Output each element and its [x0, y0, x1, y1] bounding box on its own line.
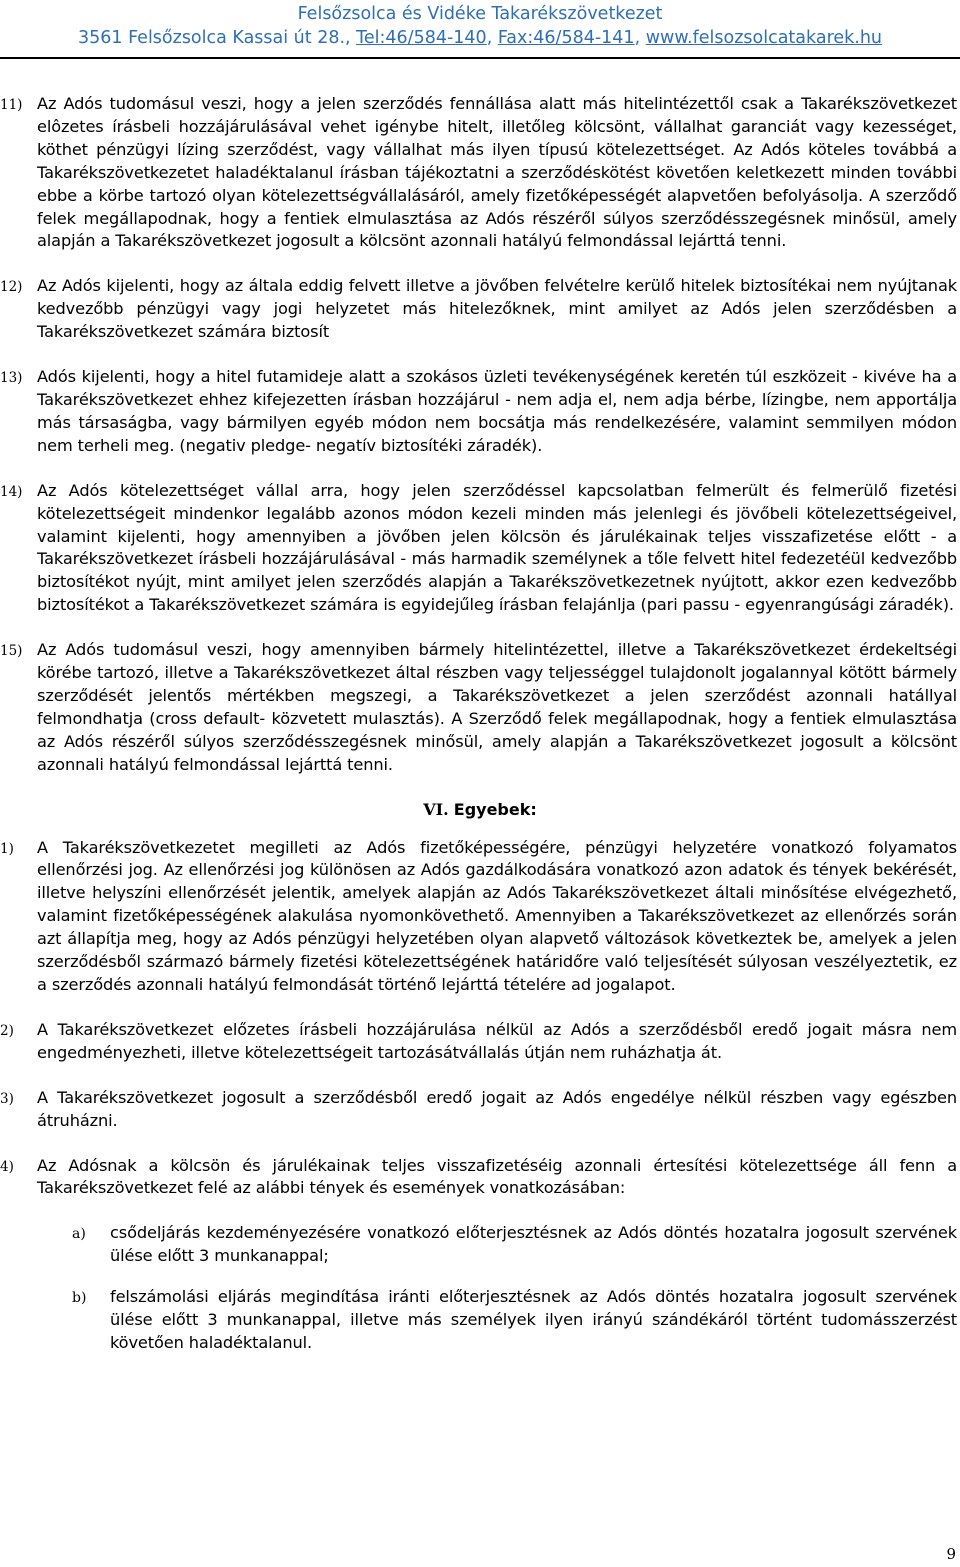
clause-text: Adós kijelenti, hogy a hitel futamideje alatt a szokásos üzleti tevékenységének keretén túl eszközeit - kivéve ha a Takarékszövetkezet ehhez kifejezetten írásban hozzájárul - nem adja el, nem adja bérbe, lízingbe, nem apportálja más társaságba, vagy bármilyen egyéb módon nem bocsátja más rendelkezésére, valamint semmilyen módon nem terheli meg. (negativ pledge- negatív biztosítéki záradék).	[37, 367, 957, 455]
document-body	[0, 93, 960, 1373]
clause-13	[0, 366, 960, 458]
subclause-a	[0, 1222, 960, 1268]
clause-number: 11)	[0, 97, 23, 113]
separator: ,	[634, 28, 646, 48]
section-roman-numeral: VI.	[423, 799, 449, 819]
contact-line	[0, 26, 960, 50]
section-clause-2	[0, 1019, 960, 1065]
clause-number: 12)	[0, 279, 23, 296]
subclause-b	[0, 1286, 960, 1355]
section-clause-4	[0, 1155, 960, 1201]
clause-text: A Takarékszövetkezetet megilleti az Adós fizetőképességére, pénzügyi helyzetére vonatkozó folyamatos ellenőrzési jog. Az ellenőrzési jog különösen az Adós gazdálkodására vonatkozó azon adatok és tények bekérését, illetve helyszíni ellenőrzését jelentik, amelyek alapján az Adós Takarékszövetkezet általi minősítése elvégezhető, valamint fizetőképességének alakulása nyomonkövethető. Amennyiben a Takarékszövetkezet az ellenőrzés során azt állapítja meg, hogy az Adós pénzügyi helyzetében olyan alapvető változások következtek be, amelyek a jelen szerződésből származó bármely fizetési kötelezettségének határidőre való teljesítését súlyosan veszélyeztetik, ez a szerződés azonnali hatályú felmondását történő lejárttá tételére ad jogalapot.	[37, 837, 957, 994]
clause-number: 2)	[0, 1022, 14, 1039]
header-divider	[0, 57, 960, 59]
section-clause-1	[0, 837, 960, 997]
clause-text: Az Adós kötelezettséget vállal arra, hogy jelen szerződéssel kapcsolatban felmerült és felmerülő fizetési kötelezettségeit mindenkor legalább azonos módon kezeli minden más jelenlegi és jövőbeli kötelezettségeivel, valamint kijelenti, hogy amennyiben a jövőben jelen kölcsön és járulékainak teljes visszafizetése előtt - a Takarékszövetkezet írásbeli hozzájárulásával - más harmadik személynek a tőle felvett hitel fedezetéül kedvezőbb biztosítékot nyújt, mint amilyet jelen szerződés alapján a Takarékszövetkezetnek nyújtott, akkor ezen kedvezőbb biztosítékot a Takarékszövetkezet számára is egyidejűleg írásban felajánlja (pari passu - egyenrangúsági záradék).	[37, 480, 957, 615]
clause-number: 1)	[0, 840, 14, 857]
address-text: 3561 Felsőzsolca Kassai út 28.,	[77, 28, 357, 48]
website-link[interactable]: www.felsozsolcatakarek.hu	[645, 28, 883, 48]
clause-text: A Takarékszövetkezet jogosult a szerződésből eredő jogait az Adós engedélye nélkül részben vagy egészben átruházni.	[37, 1087, 957, 1130]
subclause-text: felszámolási eljárás megindítása iránti előterjesztésnek az Adós döntés hozatalra jogosult szervének ülése előtt 3 munkanappal, illetve más személyek ilyen irányú szándékáról történt tudomásszerzést követően haladéktalanul.	[110, 1287, 957, 1352]
fax-link[interactable]: Fax:46/584-141	[497, 28, 635, 48]
clause-text: Az Adós tudomásul veszi, hogy amennyiben bármely hitelintézettel, illetve a Takarékszövetkezet érdekeltségi körébe tartozó, illetve a Takarékszövetkezet által részben vagy teljességgel tulajdonolt jogalannyal kötött bármely szerződését jelentős mértékben megszegi, a Takarékszövetkezet a jelen szerződést azonnali hatállyal felmondhatja (cross default- közvetett mulasztás). A Szerződő felek megállapodnak, hogy a fentiek elmulasztása az Adós részéről súlyos szerződésszegésnek minősül, amely alapján a Takarékszövetkezet jogosult a kölcsönt azonnali hatályú felmondással lejárttá tenni.	[37, 640, 957, 774]
section-heading	[0, 799, 960, 821]
subclause-letter: a)	[72, 1226, 86, 1243]
clause-text: A Takarékszövetkezet előzetes írásbeli hozzájárulása nélkül az Adós a szerződésből eredő jogait másra nem engedményezheti, illetve kötelezettségeit tartozásátvállalás útján nem ruházhatja át.	[37, 1019, 957, 1062]
separator: ,	[486, 28, 498, 48]
clause-number: 13)	[0, 370, 23, 387]
clause-number: 4)	[0, 1158, 14, 1175]
clause-number: 14)	[0, 483, 23, 500]
subclause-text: csődeljárás kezdeményezésére vonatkozó előterjesztésnek az Adós döntés hozatalra jogosult szervének ülése előtt 3 munkanappal;	[110, 1223, 957, 1266]
clause-text: Az Adós kijelenti, hogy az általa eddig felvett illetve a jövőben felvételre kerülő hitelek biztosítékai nem nyújtanak kedvezőbb pénzügyi vagy jogi helyzetet más hitelezőknek, mint amilyet az Adós jelen szerződésben a Takarékszövetkezet számára biztosít	[37, 276, 957, 342]
clause-number: 3)	[0, 1090, 14, 1107]
section-clause-3	[0, 1087, 960, 1133]
subclause-letter: b)	[72, 1290, 87, 1307]
clause-14	[0, 480, 960, 617]
page-header	[0, 2, 960, 50]
tel-link[interactable]: Tel:46/584-140	[356, 28, 487, 48]
clause-11	[0, 93, 960, 253]
clause-number: 15)	[0, 643, 23, 660]
page-number: 9	[946, 1545, 956, 1563]
clause-text: Az Adós tudomásul veszi, hogy a jelen szerződés fennállása alatt más hitelintézettől csak a Takarékszövetkezet elôzetes írásbeli hozzájárulásával vehet igénybe hitelt, illetőleg kölcsönt, vállalhat garanciát vagy kezességet, köthet pénzügyi lízing szerződést, vagy vállalhat más ilyen típusú kötelezettséget. Az Adós köteles továbbá a Takarékszövetkezetet haladéktalanul írásban tájékoztatni a szerződéskötést követően keletkezett minden további ebbe a körbe tartozó olyan kötelezettségvállalásáról, amely fizetőképességét alapvetően befolyásolja. A szerződő felek megállapodnak, hogy a fentiek elmulasztása az Adós részéről súlyos szerződésszegésnek minősül, amely alapján a Takarékszövetkezet jogosult a kölcsönt azonnali hatályú felmondással lejárttá tenni.	[37, 94, 957, 251]
clause-12	[0, 275, 960, 344]
clause-15	[0, 639, 960, 776]
clause-text: Az Adósnak a kölcsön és járulékainak teljes visszafizetéséig azonnali értesítési kötelezettsége áll fenn a Takarékszövetkezet felé az alábbi tények és események vonatkozásában:	[37, 1155, 957, 1198]
bank-name: Felsőzsolca és Vidéke Takarékszövetkezet	[297, 4, 663, 24]
section-title: Egyebek:	[453, 799, 537, 819]
